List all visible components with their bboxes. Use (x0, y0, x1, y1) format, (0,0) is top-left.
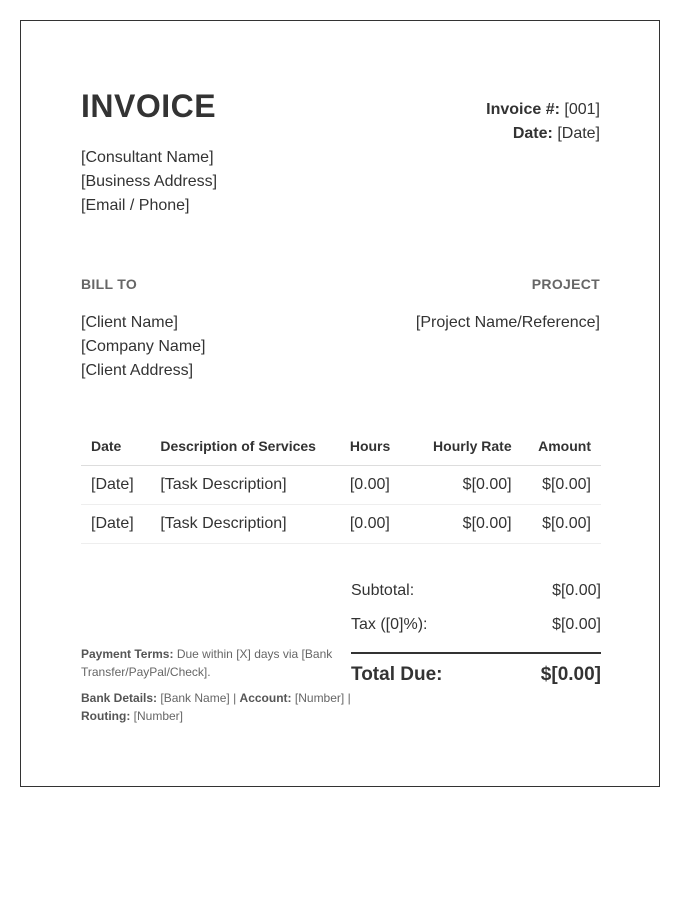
row-amount: $[0.00] (522, 466, 601, 505)
consultant-contact: [Email / Phone] (81, 197, 190, 214)
row-rate: $[0.00] (413, 505, 522, 544)
client-address: [Client Address] (81, 362, 194, 379)
consultant-name: [Consultant Name] (81, 149, 214, 166)
consultant-block (81, 146, 217, 218)
invoice-number-value: [001] (564, 101, 600, 118)
row-amount: $[0.00] (522, 505, 601, 544)
tax-row (351, 612, 601, 646)
column-header-hours: Hours (340, 427, 413, 466)
tax-label: Tax ([0]%): (351, 616, 428, 633)
column-header-amount: Amount (522, 427, 601, 466)
subtotal-label: Subtotal: (351, 582, 415, 599)
routing-value: [Number] (133, 709, 184, 723)
totals-divider (351, 652, 601, 654)
row-date: [Date] (81, 466, 150, 505)
payment-terms-text: Due within [X] days via [Bank Transfer/PayPal/Check]. (81, 647, 333, 679)
table-header-row (81, 427, 601, 466)
consultant-address: [Business Address] (81, 173, 218, 190)
invoice-number-label: Invoice #: (486, 101, 560, 118)
project-label: PROJECT (531, 276, 600, 292)
row-description: [Task Description] (150, 466, 340, 505)
invoice-title: INVOICE (81, 88, 217, 124)
payment-terms-label: Payment Terms: (81, 647, 174, 661)
row-hours: [0.00] (340, 466, 413, 505)
column-header-date: Date (81, 427, 150, 466)
total-due-label: Total Due: (351, 664, 443, 685)
bill-to-label: BILL TO (81, 276, 138, 292)
account-label: Account: (239, 691, 292, 705)
invoice-date-line (486, 122, 600, 146)
invoice-page (20, 20, 660, 787)
total-due-row (351, 664, 601, 686)
invoice-number-line (486, 98, 600, 122)
project-value: [Project Name/Reference] (415, 314, 600, 331)
invoice-date-label: Date: (512, 125, 553, 142)
row-description: [Task Description] (150, 505, 340, 544)
client-name: [Client Name] (81, 314, 178, 331)
invoice-date-value: [Date] (557, 125, 600, 142)
total-due-value: $[0.00] (540, 664, 601, 685)
account-value: [Number] (294, 691, 345, 705)
table-row (81, 505, 601, 544)
subtotal-row (351, 578, 601, 612)
table-row (81, 466, 601, 505)
bank-details: Bank Details: [Bank Name] | Account: [Number] | Routing: [Number] (81, 691, 351, 723)
bank-details-label: Bank Details: (81, 691, 158, 705)
bank-name: [Bank Name] (160, 691, 230, 705)
payment-notes (81, 645, 356, 733)
payment-terms (81, 645, 356, 681)
row-date: [Date] (81, 505, 150, 544)
routing-label: Routing: (81, 709, 131, 723)
services-table (81, 427, 601, 544)
row-rate: $[0.00] (413, 466, 522, 505)
subtotal-value: $[0.00] (552, 582, 601, 599)
column-header-description: Description of Services (150, 427, 340, 466)
bill-to-block (81, 311, 206, 383)
row-hours: [0.00] (340, 505, 413, 544)
invoice-meta (486, 98, 600, 146)
totals-block (351, 578, 601, 686)
company-name: [Company Name] (81, 338, 206, 355)
tax-value: $[0.00] (552, 616, 601, 633)
column-header-rate: Hourly Rate (413, 427, 522, 466)
